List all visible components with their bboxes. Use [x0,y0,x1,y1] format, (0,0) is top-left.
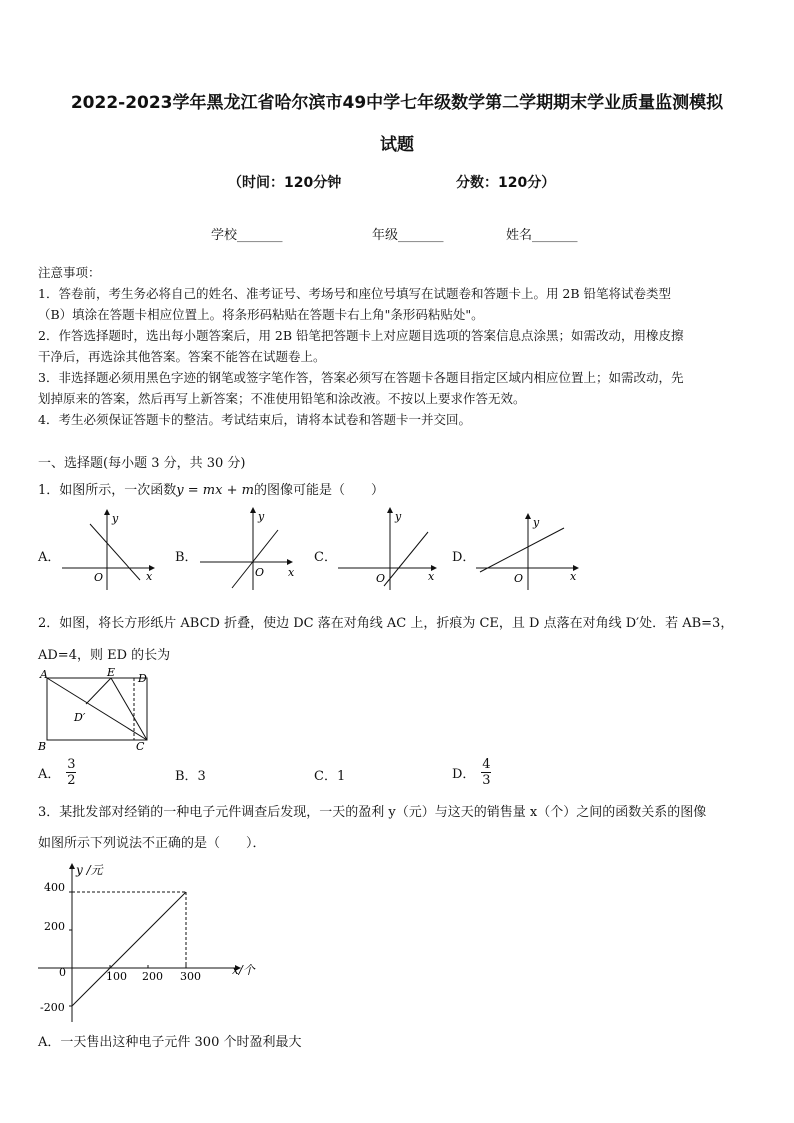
q3-option-a: A．一天售出这种电子元件 300 个时盈利最大 [38,1035,302,1050]
q1-graph-a [62,506,162,592]
question-3-line2: 如图所示下列说法不正确的是（ ）． [38,836,266,851]
y-tick-label: 200 [44,920,65,933]
school-field: 学校_______ [211,228,283,243]
origin-label: O [255,566,265,579]
x-tick-label: 100 [106,970,127,983]
exam-time: （时间：120分钟 [228,175,342,191]
q1-prefix: 1．如图所示，一次函数 [38,483,177,498]
y-tick-label: 400 [44,881,65,894]
notice-line: 4．考生必须保证答题卡的整洁。考试结束后，请将本试卷和答题卡一并交回。 [38,412,471,427]
page-title-line1: 2022-2023学年黑龙江省哈尔滨市49中学七年级数学第二学期期末学业质量监测模拟 [70,93,724,113]
page-title-line2: 试题 [380,135,414,155]
q2-figure-rectangle [34,666,164,756]
origin-label: O [376,572,386,585]
point-b-label: B [38,740,47,753]
q1-graph-b [200,506,300,592]
point-d-label: D [138,672,147,685]
q1-option-a-label: A． [38,550,61,565]
question-1 [38,479,384,498]
y-label: y [258,510,265,523]
notice-line: 1．答卷前，考生务必将自己的姓名、准考证号、考场号和座位号填写在试题卷和答题卡上。用 2B 铅笔将试卷类型 [38,286,672,301]
function-line [384,532,428,586]
y-tick-label: -200 [40,1001,65,1014]
x-axis-label: x/个 [232,963,255,977]
notice-line: 干净后，再选涂其他答案。答案不能答在试题卷上。 [38,349,326,364]
origin-label: O [94,571,104,584]
q1-graph-d [476,506,580,592]
q2-option-d-fraction [481,757,491,788]
point-d-prime-label: D′ [74,711,86,724]
origin-label: O [514,572,524,585]
q2-option-d-label: D． [452,767,476,782]
question-3-line1: 3．某批发部对经销的一种电子元件调查后发现，一天的盈利 y（元）与这天的销售量 x（个）之间的函数关系的图像 [38,805,707,820]
notice-heading: 注意事项： [38,265,101,280]
question-2-line1: 2．如图，将长方形纸片 ABCD 折叠，使边 DC 落在对角线 AC 上，折痕为 CE，且 D 点落在对角线 D′处．若 AB=3， [38,616,734,631]
x-tick-label: 300 [180,970,201,983]
y-label: y [533,516,540,529]
q3-chart [34,856,274,1026]
section-heading: 一、选择题(每小题 3 分，共 30 分) [38,456,246,471]
y-axis-label: y /元 [76,863,103,877]
numerator: 3 [67,757,76,772]
q1-formula: y = mx + m [176,483,254,498]
q2-option-a [38,757,76,788]
q2-option-d [452,757,491,788]
q1-option-b-label: B． [175,550,198,565]
y-label: y [112,512,119,525]
crease-ce [111,678,147,740]
q1-option-c-label: C． [314,550,337,565]
notice-list [38,283,768,430]
denominator: 3 [482,773,491,788]
notice-line: 3．非选择题必须用黑色字迹的钢笔或签字笔作答，答案必须写在答题卡各题目指定区域内相应位置上；如需改动，先 [38,370,684,385]
notice-line: 2．作答选择题时，选出每小题答案后，用 2B 铅笔把答题卡上对应题目选项的答案信息点涂黑；如需改动，用橡皮擦 [38,328,684,343]
name-field: 姓名_______ [506,228,578,243]
denominator: 2 [67,773,76,788]
function-line [480,528,564,572]
q1-suffix: 的图像可能是（ ） [253,483,384,498]
notice-line: 划掉原来的答案，然后再写上新答案；不准使用铅笔和涂改液。不按以上要求作答无效。 [38,391,526,406]
point-a-label: A [40,668,48,681]
y-label: y [395,510,402,523]
x-label: x [146,570,153,583]
exam-score: 分数：120分） [456,175,556,191]
q2-option-c: C．1 [314,769,346,784]
notice-line: （B）填涂在答题卡相应位置上。将条形码粘贴在答题卡右上角"条形码粘贴处"。 [38,307,484,322]
diagonal-ac [47,678,147,740]
q1-option-d-label: D． [452,550,476,565]
numerator: 4 [482,757,491,772]
q2-option-a-label: A． [38,767,61,782]
x-label: x [288,566,295,579]
question-2-line2: AD=4，则 ED 的长为 [38,648,171,663]
point-c-label: C [136,740,145,753]
profit-line [72,892,186,1006]
q2-option-b: B．3 [175,769,206,784]
q1-graph-c [338,506,438,592]
grade-field: 年级_______ [372,228,444,243]
q2-option-a-fraction [66,757,76,788]
segment-ed-prime [86,678,111,704]
x-label: x [428,570,435,583]
y-tick-label: 0 [59,966,66,979]
x-label: x [570,570,577,583]
x-tick-label: 200 [142,970,163,983]
point-e-label: E [107,666,116,679]
function-line [232,530,278,588]
